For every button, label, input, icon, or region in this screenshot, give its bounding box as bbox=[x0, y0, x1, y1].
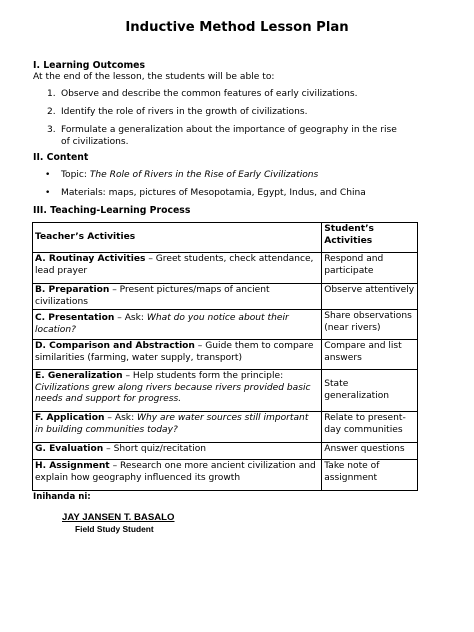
content-list bbox=[45, 169, 415, 199]
table-row bbox=[33, 460, 418, 491]
teacher-activity-cell bbox=[33, 460, 322, 491]
list-item bbox=[47, 88, 407, 100]
activity-sep: – bbox=[194, 341, 206, 351]
page-title: Inductive Method Lesson Plan bbox=[125, 20, 349, 35]
signatory-name: JAY JANSEN T. BASALO bbox=[62, 512, 175, 523]
student-activity-cell: State generalization bbox=[322, 370, 418, 412]
list-item bbox=[47, 106, 407, 118]
list-text: Identify the role of rivers in the growth of civilizations. bbox=[61, 107, 308, 117]
student-activity-cell: Share observations (near rivers) bbox=[322, 310, 418, 340]
activity-sep: – bbox=[122, 371, 133, 381]
activity-text: Present pictures/maps of ancient civilizations bbox=[35, 285, 270, 307]
signatory-role: Field Study Student bbox=[75, 524, 154, 534]
bullet-icon: • bbox=[45, 188, 51, 198]
teacher-activity-cell bbox=[33, 370, 322, 412]
header-student-activities: Student’s Activities bbox=[322, 223, 418, 253]
list-text: Observe and describe the common features of early civilizations. bbox=[61, 89, 358, 99]
activity-text: Ask: bbox=[124, 313, 147, 323]
activity-sep: – bbox=[104, 413, 115, 423]
teacher-activity-cell bbox=[33, 412, 322, 443]
activity-text: Short quiz/recitation bbox=[113, 444, 207, 454]
activities-table bbox=[32, 222, 418, 491]
outcomes-intro: At the end of the lesson, the students will be able to: bbox=[33, 72, 275, 82]
list-text: Formulate a generalization about the importance of geography in the rise of civilizations. bbox=[61, 125, 397, 147]
outcomes-list bbox=[47, 88, 407, 148]
activity-label: G. Evaluation bbox=[35, 444, 104, 454]
table-header-row bbox=[33, 223, 418, 253]
activity-text: Help students form the principle: bbox=[132, 371, 284, 381]
activity-sep: – bbox=[103, 444, 114, 454]
activity-label: H. Assignment bbox=[35, 461, 110, 471]
teacher-activity-cell bbox=[33, 443, 322, 460]
activity-italic: Civilizations grew along rivers because rivers provided basic needs and support for progress. bbox=[35, 382, 311, 404]
activity-italic: What do you notice about their location? bbox=[35, 313, 289, 335]
activity-sep: – bbox=[109, 461, 121, 471]
topic-value: The Role of Rivers in the Rise of Early Civilizations bbox=[89, 170, 319, 180]
activity-text: Ask: bbox=[114, 413, 138, 423]
table-row bbox=[33, 284, 418, 310]
prepared-by-label: Inihanda ni: bbox=[33, 492, 91, 502]
activity-text: Greet students, check attendance, lead prayer bbox=[35, 254, 314, 276]
teacher-activity-cell bbox=[33, 284, 322, 310]
student-activity-cell: Answer questions bbox=[322, 443, 418, 460]
header-teacher-activities: Teacher’s Activities bbox=[33, 223, 322, 253]
list-number: 1. bbox=[47, 89, 56, 99]
heading-content: II. Content bbox=[33, 152, 89, 163]
table-row bbox=[33, 253, 418, 284]
activity-sep: – bbox=[145, 254, 156, 264]
materials-line: Materials: maps, pictures of Mesopotamia, Egypt, Indus, and China bbox=[61, 188, 366, 198]
list-number: 3. bbox=[47, 125, 56, 135]
list-item bbox=[45, 169, 415, 181]
activity-text: Guide them to compare similarities (farming, water supply, transport) bbox=[35, 341, 314, 363]
student-activity-cell: Respond and participate bbox=[322, 253, 418, 284]
activity-label: A. Routinay Activities bbox=[35, 254, 146, 264]
student-activity-cell: Take note of assignment bbox=[322, 460, 418, 491]
heading-teaching-learning-process: III. Teaching-Learning Process bbox=[33, 205, 191, 216]
topic-line bbox=[61, 169, 318, 181]
teacher-activity-cell bbox=[33, 310, 322, 340]
activity-label: B. Preparation bbox=[35, 285, 110, 295]
table-row bbox=[33, 340, 418, 370]
table-row bbox=[33, 370, 418, 412]
list-item bbox=[45, 187, 415, 199]
table-row bbox=[33, 443, 418, 460]
student-activity-cell: Compare and list answers bbox=[322, 340, 418, 370]
activity-label: D. Comparison and Abstraction bbox=[35, 341, 195, 351]
teacher-activity-cell bbox=[33, 253, 322, 284]
list-number: 2. bbox=[47, 107, 56, 117]
table-row bbox=[33, 310, 418, 340]
heading-learning-outcomes: I. Learning Outcomes bbox=[33, 60, 146, 71]
table-row bbox=[33, 412, 418, 443]
activity-sep: – bbox=[109, 285, 120, 295]
activity-label: C. Presentation bbox=[35, 313, 115, 323]
activity-sep: – bbox=[114, 313, 125, 323]
activity-italic: Why are water sources still important in building communities today? bbox=[35, 413, 309, 435]
bullet-icon: • bbox=[45, 170, 51, 180]
teacher-activity-cell bbox=[33, 340, 322, 370]
activity-label: E. Generalization bbox=[35, 371, 123, 381]
topic-label: Topic: bbox=[61, 170, 90, 180]
activity-text: Research one more ancient civilization and explain how geography influenced its growth bbox=[35, 461, 316, 483]
list-item bbox=[47, 124, 407, 148]
student-activity-cell: Relate to present-day communities bbox=[322, 412, 418, 443]
activity-label: F. Application bbox=[35, 413, 105, 423]
student-activity-cell: Observe attentively bbox=[322, 284, 418, 310]
